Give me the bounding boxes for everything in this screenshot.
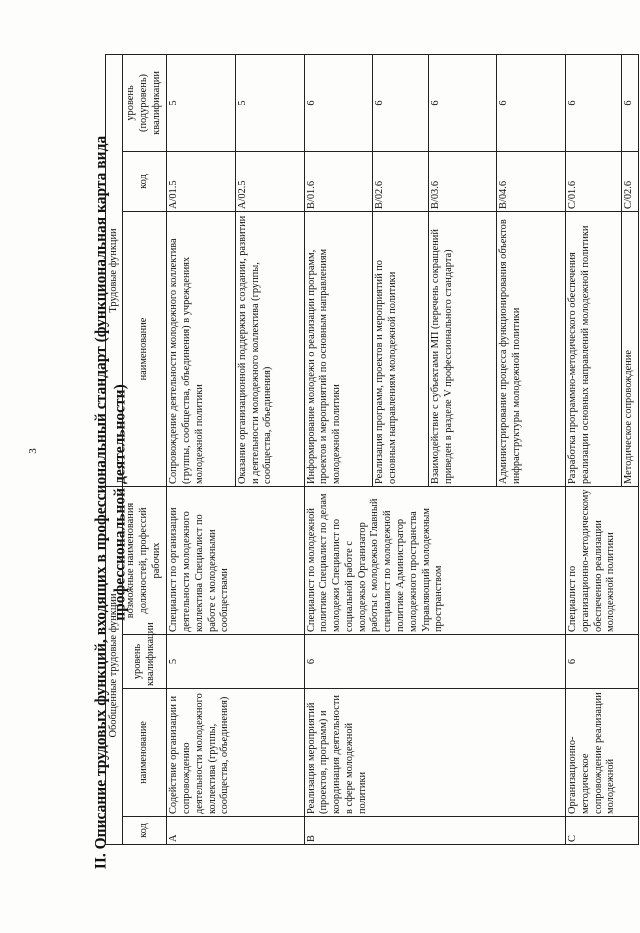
tf-level: 6 [566,54,622,151]
tf-name: Информирование молодежи о реализации программ, проектов и мероприятий по основным направлениям молодежной политики [304,211,373,486]
header-tf-name: наименование [122,211,166,486]
header-positions: возможные наименования должностей, профессий рабочих [122,486,166,634]
title-line-2: профессиональной деятельности) [111,384,128,621]
gtf-code: B [304,817,566,845]
gtf-name: Реализация мероприятий (проектов, программ) и координация деятельности в сфере молодежной политики [304,689,566,817]
functional-map-table-container [105,55,639,845]
tf-code: B/01.6 [304,151,373,211]
tf-level: 6 [373,54,429,151]
tf-code: C/01.6 [566,151,622,211]
gtf-code: C [566,817,639,845]
header-generalized-functions: Обобщенные трудовые функции [106,486,123,844]
gtf-code: A [167,817,304,845]
tf-level: 5 [167,54,236,151]
table-row [167,54,236,844]
header-tf-code: код [122,151,166,211]
gtf-level: 6 [304,635,566,689]
header-labor-functions: Трудовые функции [106,54,123,486]
tf-code: C/02.6 [621,151,638,211]
tf-level: 6 [304,54,373,151]
gtf-level: 6 [566,635,639,689]
page-number: 3 [27,448,39,454]
functional-map-table [105,54,639,845]
gtf-name: Содействие организации и сопровождению деятельности молодежного коллектива (группы, сообщества, объединения) [167,689,304,817]
tf-code: B/04.6 [497,151,566,211]
tf-code: B/03.6 [428,151,497,211]
header-level: уровень квалификации [122,635,166,689]
tf-name: Взаимодействие с субъектами МП (перечень сокращений приведен в разделе V профессионального стандарта) [428,211,497,486]
header-code: код [122,817,166,845]
gtf-level: 5 [167,635,304,689]
header-group-row [106,54,123,844]
table-row [304,54,373,844]
header-name: наименование [122,689,166,817]
title-line-1: II. Описание трудовых функций, входящих в профессиональный стандарт (функциональная карта вида [92,135,109,870]
tf-code: A/02.5 [235,151,304,211]
tf-level: 5 [235,54,304,151]
tf-name: Оказание организационной поддержки в создании, развитии и деятельности молодежного коллектива (группы, сообщества, объединения) [235,211,304,486]
tf-level: 6 [497,54,566,151]
header-columns-row [122,54,166,844]
gtf-name: Организационно-методическое сопровождение реализации молодежной [566,689,639,817]
tf-level: 6 [621,54,638,151]
tf-name: Администрирование процесса функционирования объектов инфраструктуры молодежной политики [497,211,566,486]
gtf-positions: Специалист по организационно-методическому обеспечению реализации молодежной политики [566,486,639,634]
tf-code: B/02.6 [373,151,429,211]
tf-name: Реализация программ, проектов и мероприятий по основным направлениям молодежной политики [373,211,429,486]
table-row [566,54,622,844]
tf-level: 6 [428,54,497,151]
tf-code: A/01.5 [167,151,236,211]
gtf-positions: Специалист по организации деятельности молодежного коллектива Специалист по работе с молодежными сообществами [167,486,304,634]
gtf-positions: Специалист по молодежной политике Специалист по делам молодежи Специалист по социальной работе с молодежью Организатор работы с молодежью Главный специалист по молодежной политике Администратор молодежного пространства Управляющий молодежным пространством [304,486,566,634]
tf-name: Разработка программно-методического обеспечения реализации основных направлений молодежной политики [566,211,622,486]
tf-name: Методическое сопровождение [621,211,638,486]
tf-name: Сопровождение деятельности молодежного коллектива (группы, сообщества, объединения) в учреждениях молодежной политики [167,211,236,486]
header-tf-level: уровень (подуровень) квалификации [122,54,166,151]
